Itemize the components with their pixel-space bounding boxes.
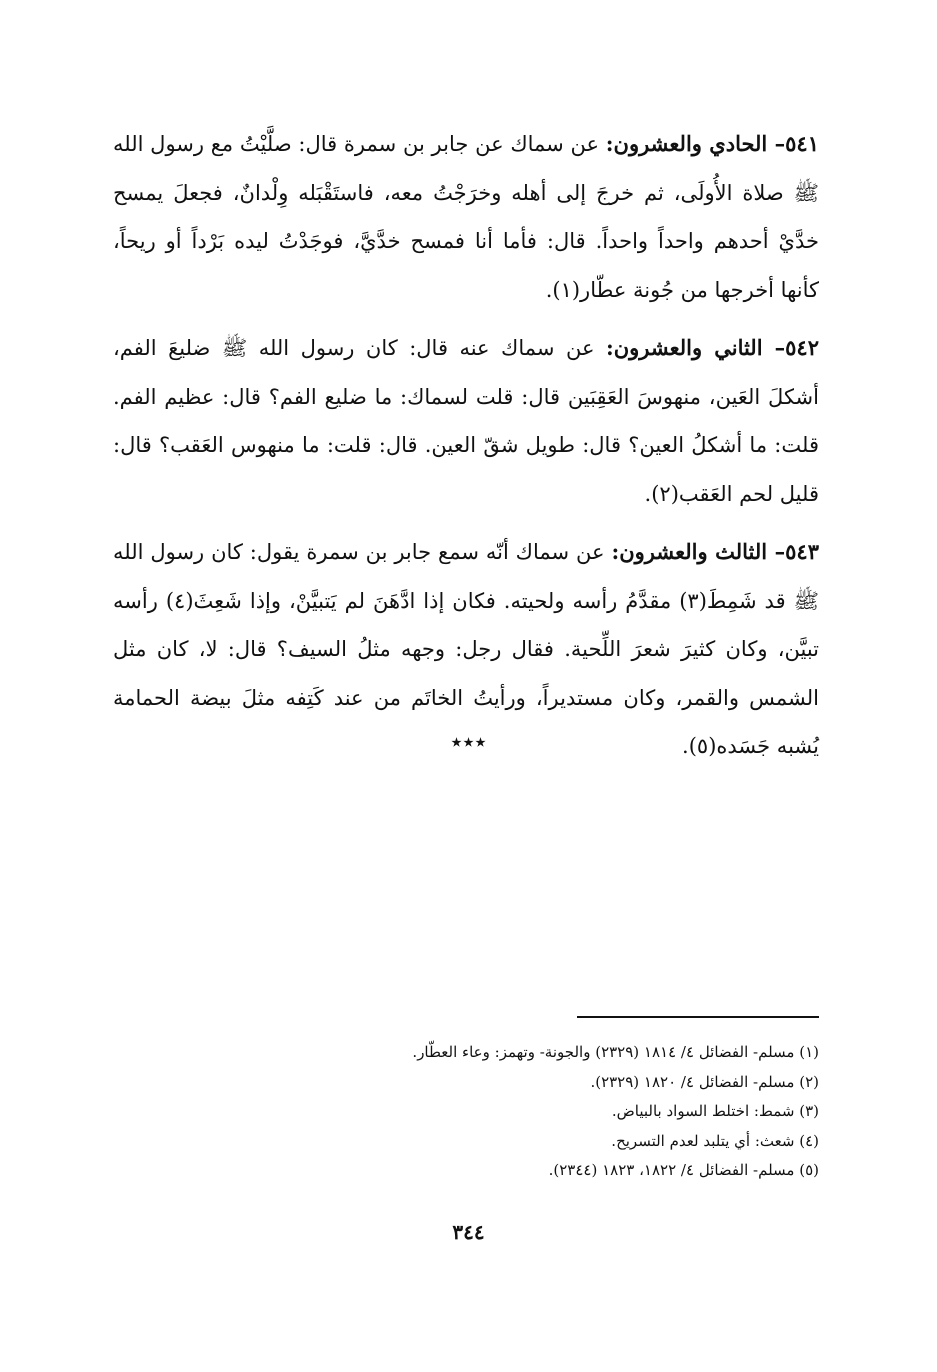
footnote-5: (٥) مسلم- الفضائل ٤/ ١٨٢٢، ١٨٢٣ (٢٣٤٤). [548,1161,819,1179]
hadith-text: عن سماك عنه قال: كان رسول الله ﷺ ضليعَ الفم، أشكلَ العَين، منهوسَ العَقِبَين قال: قلت لسماك: ما ضليع الفم؟ قال: عظيم الفم. قلت: ما أشكلُ العين؟ قال: طويل شقّ العين. قال: قلت: ما منهوس العَقب؟ قال: قليل لحم العَقب(٢). [113,336,819,506]
footnote-2: (٢) مسلم- الفضائل ٤/ ١٨٢٠ (٢٣٢٩). [590,1072,819,1091]
section-separator: ٭٭٭ [450,730,487,755]
hadith-paragraph-542 [113,324,819,518]
hadith-text: عن سماك عن جابر بن سمرة قال: صلَّيْتُ مع رسول الله ﷺ صلاة الأُولَى، ثم خرجَ إلى أهله وخرَجْتُ معه، فاستَقْبَله وِلْدانٌ، فجعلَ يمسح خدَّيْ أحدهم واحداً واحداً. قال: فأما أنا فمسح خدَّيَّ، فوجَدْتُ ليده بَرْداً أو ريحاً، كأنها أخرجها من جُونة عطّار(١). [113,132,819,302]
main-text [113,120,819,781]
hadith-heading: ٥٤٣– الثالث والعشرون: [611,539,819,564]
footnote-divider [577,1016,819,1018]
page-number: ٣٤٤ [452,1220,485,1244]
footnotes [113,1038,819,1186]
footnote-1: (١) مسلم- الفضائل ٤/ ١٨١٤ (٢٣٢٩) والجونة- وتهمز: وعاء العطّار. [412,1043,819,1061]
hadith-heading: ٥٤١– الحادي والعشرون: [605,131,819,156]
footnote-4: (٤) شعث: أي يتلبد لعدم التسريح. [611,1131,819,1150]
hadith-heading: ٥٤٢– الثاني والعشرون: [605,335,819,360]
hadith-text: عن سماك أنّه سمع جابر بن سمرة يقول: كان رسول الله ﷺ قد شَمِطَ(٣) مقدَّمُ رأسه ولحيته. فكان إذا ادَّهَنَ لم يَتبيَّنْ، وإذا شَعِثَ(٤) رأسه تبيَّن، وكان كثيرَ شعرَ اللِّحية. فقال رجل: وجهه مثلُ السيف؟ قال: لا، كان مثل الشمس والقمر، وكان مستديراً، ورأيتُ الخاتَم من عند كَتِفه مثلَ بيضة الحمامة يُشبه جَسَده(٥). [113,540,819,758]
footnote-3: (٣) شمط: اختلط السواد بالبياض. [611,1102,819,1120]
hadith-paragraph-541 [113,120,819,314]
